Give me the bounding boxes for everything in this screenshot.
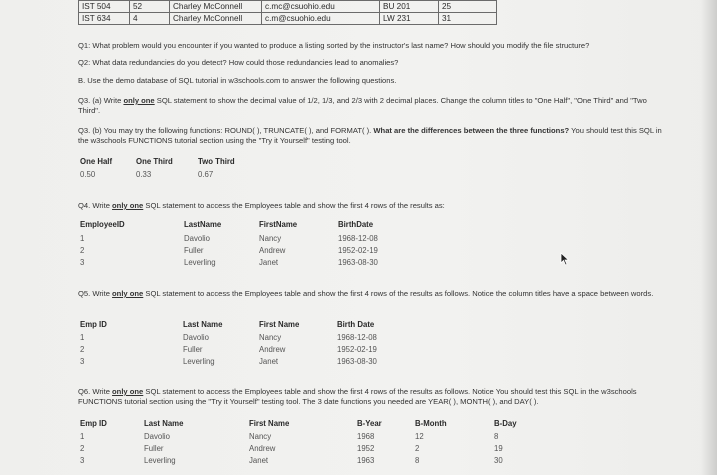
table-cell: c.mc@csuohio.edu (262, 1, 380, 13)
table-cell: Leverling (184, 258, 216, 267)
table-cell: 30 (494, 456, 503, 465)
table-cell: 3 (80, 456, 85, 465)
q3a-text: SQL statement to show the decimal value of 1/2, 1/3, and 2/3 with 2 decimal places. Change the column titles to "One Half", "One Third" and "Two Third". (78, 96, 647, 115)
question-q3a (78, 96, 668, 116)
table-cell: Nancy (259, 234, 282, 243)
column-header: One Half (80, 157, 113, 166)
table-cell: 12 (415, 432, 424, 441)
table-cell: 2 (415, 444, 420, 453)
column-header: Emp ID (80, 320, 107, 329)
table-cell: 8 (494, 432, 499, 441)
table-cell: 1 (80, 432, 85, 441)
table-cell: Janet (249, 456, 269, 465)
column-header: BirthDate (338, 220, 374, 229)
table-cell: 2 (80, 444, 85, 453)
q3b-text: You should test this SQL in the w3schools FUNCTIONS tutorial section using the "Try it Yourself" testing tool. (78, 126, 662, 145)
q5-prefix: Q5. Write (78, 289, 113, 298)
table-cell: 1963-08-30 (338, 258, 378, 267)
page-edge-shadow (701, 0, 717, 475)
table-cell: 1963 (357, 456, 375, 465)
table-cell: 3 (80, 357, 85, 366)
course-table (78, 0, 497, 25)
mouse-cursor-icon (560, 252, 570, 266)
table-cell: Janet (259, 258, 279, 267)
table-cell: Nancy (249, 432, 272, 441)
table-cell: 1968-12-08 (337, 333, 377, 342)
table-cell: 1952-02-19 (337, 345, 377, 354)
column-header: B-Month (415, 419, 447, 428)
q4-prefix: Q4. Write (78, 201, 113, 210)
table-cell: Andrew (249, 444, 276, 453)
column-header: LastName (184, 220, 222, 229)
column-header: Birth Date (337, 320, 375, 329)
column-header: Two Third (198, 157, 235, 166)
table-cell: 4 (130, 13, 170, 25)
table-cell: 0.50 (80, 170, 96, 179)
table-cell: Fuller (184, 246, 204, 255)
table-cell: 52 (130, 1, 170, 13)
column-header: Last Name (144, 419, 184, 428)
table-cell: 19 (494, 444, 503, 453)
table-cell: Fuller (183, 345, 203, 354)
question-q1: Q1: What problem would you encounter if you wanted to produce a listing sorted by the instructor's last name? How should you modify the file structure? (78, 41, 590, 50)
table-cell: 1 (80, 234, 85, 243)
table-cell: 2 (80, 345, 85, 354)
table-cell: Charley McConnell (170, 13, 262, 25)
column-header: First Name (249, 419, 290, 428)
column-header: First Name (259, 320, 300, 329)
part-b-instruction: B. Use the demo database of SQL tutorial in w3schools.com to answer the following questions. (78, 76, 397, 85)
table-row (79, 1, 497, 13)
table-row (79, 13, 497, 25)
column-header: B-Day (494, 419, 517, 428)
q6-results-table (80, 419, 640, 471)
question-q3b (78, 126, 668, 146)
q3b-bold: What are the differences between the three functions? (373, 126, 570, 135)
table-cell: 1963-08-30 (337, 357, 377, 366)
table-cell: 1952 (357, 444, 375, 453)
table-cell: 0.33 (136, 170, 152, 179)
question-q2: Q2: What data redundancies do you detect? How could those redundancies lead to anomalies? (78, 58, 399, 67)
q4-text: SQL statement to access the Employees table and show the first 4 rows of the results as: (143, 201, 445, 210)
table-cell: 1952-02-19 (338, 246, 378, 255)
q3a-prefix: Q3. (a) Write (78, 96, 124, 105)
table-cell: 1 (80, 333, 85, 342)
column-header: EmployeeID (80, 220, 125, 229)
table-cell: IST 634 (79, 13, 130, 25)
q3b-prefix: Q3. (b) You may try the following functions: ROUND( ), TRUNCATE( ), and FORMAT( ). (78, 126, 374, 135)
table-cell: Leverling (183, 357, 215, 366)
table-cell: Nancy (259, 333, 282, 342)
table-cell: Charley McConnell (170, 1, 262, 13)
table-cell: Davolio (144, 432, 171, 441)
table-cell: Davolio (183, 333, 210, 342)
question-q4 (78, 201, 668, 211)
table-cell: 8 (415, 456, 420, 465)
table-cell: 2 (80, 246, 85, 255)
q4-emphasis: only one (112, 201, 144, 210)
q5-results-table (80, 320, 420, 372)
column-header: One Third (136, 157, 173, 166)
table-cell: 31 (439, 13, 497, 25)
column-header: B-Year (357, 419, 382, 428)
table-cell: Andrew (259, 345, 286, 354)
column-header: FirstName (259, 220, 298, 229)
q3a-emphasis: only one (123, 96, 155, 105)
table-cell: Janet (259, 357, 279, 366)
column-header: Last Name (183, 320, 223, 329)
table-cell: IST 504 (79, 1, 130, 13)
question-q6 (78, 387, 668, 407)
q6-prefix: Q6. Write (78, 387, 113, 396)
q5-text: SQL statement to access the Employees table and show the first 4 rows of the results as follows. Notice the column titles have a space between words. (143, 289, 654, 298)
table-cell: LW 231 (380, 13, 439, 25)
table-cell: Davolio (184, 234, 211, 243)
q4-results-table (80, 220, 420, 272)
column-header: Emp ID (80, 419, 107, 428)
q6-text: SQL statement to access the Employees table and show the first 4 rows of the results as follows. Notice You should test this SQL in the w3schools FUNCTIONS tutorial section using the "Try it Yourself" testing tool. The 3 date functions you needed are YEAR( ), MONTH( ), and DAY( ). (78, 387, 637, 406)
q6-emphasis: only one (112, 387, 144, 396)
table-cell: c.m@csuohio.edu (262, 13, 380, 25)
decimal-results-table (80, 157, 280, 185)
table-cell: 1968 (357, 432, 375, 441)
question-q5 (78, 289, 668, 299)
table-cell: 1968-12-08 (338, 234, 378, 243)
table-cell: 3 (80, 258, 85, 267)
table-cell: Leverling (144, 456, 176, 465)
table-cell: Andrew (259, 246, 286, 255)
table-cell: 0.67 (198, 170, 214, 179)
table-cell: BU 201 (380, 1, 439, 13)
table-cell: Fuller (144, 444, 164, 453)
q5-emphasis: only one (112, 289, 144, 298)
table-cell: 25 (439, 1, 497, 13)
